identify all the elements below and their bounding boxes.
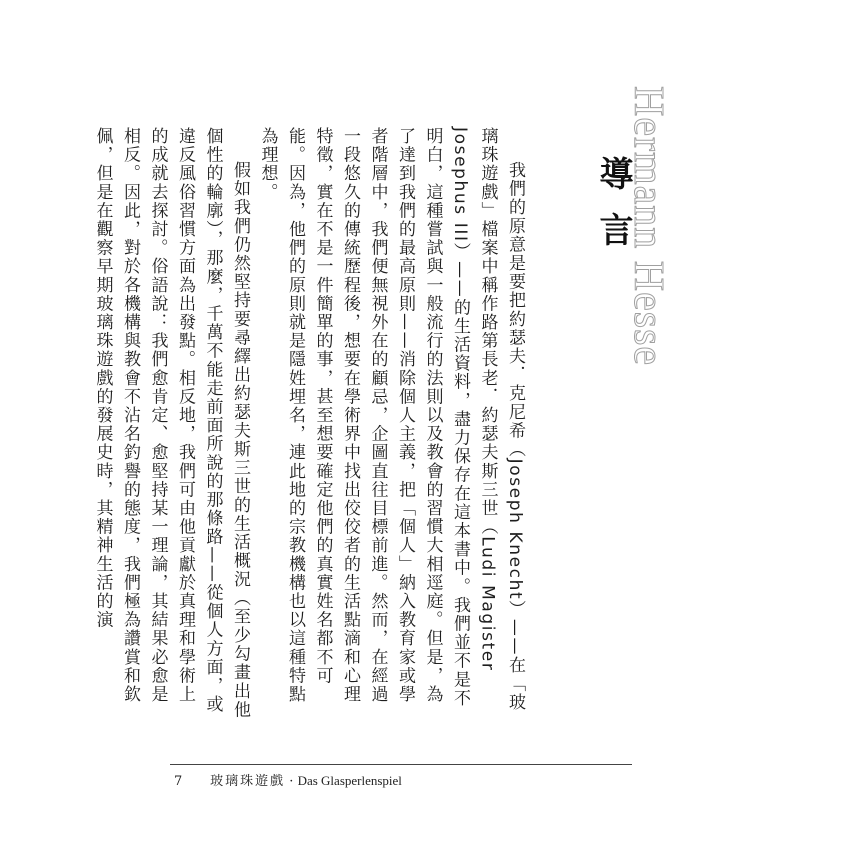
body-text — [92, 127, 528, 719]
book-subtitle: Das Glasperlenspiel — [297, 773, 402, 788]
book-title: 玻璃珠遊戲 — [210, 774, 286, 789]
page-number: 7 — [174, 774, 183, 789]
title-separator: · — [289, 774, 294, 789]
page-footer — [174, 770, 402, 789]
footer-divider — [170, 764, 632, 765]
paragraph: 我們的原意是要把約瑟夫．克尼希（Joseph Knecht）——在「玻璃珠遊戲」檔案中稱作路第長老．約瑟夫斯三世（Ludi Magister Josephus III）——的生活資料，盡力保存在這本書中。我們並不是不明白，這種嘗試與一般流行的法則以及教會的習慣大相逕庭。但是，為了達到我們的最高原則——消除個人主義，把「個人」納入教育家或學者階層中，我們便無視外在的顧忌，企圖直往目標前進。然而，在經過一段悠久的傳統歷程後，想要在學術界中找出佼佼者的生活點滴和心理特徵，實在不是一件簡單的事，甚至想要確定他們的真實姓名都不可能。因為，他們的原則就是隱姓埋名，連此地的宗教機構也以這種特點為理想。 — [257, 127, 525, 712]
chapter-title: 導言 — [593, 156, 633, 268]
author-name-watermark: Hermann Hesse — [625, 86, 671, 367]
paragraph: 假如我們仍然堅持要尋繹出約瑟夫斯三世的生活概況（至少勾畫出他個性的輪廓），那麼，千萬不能走前面所說的那條路——從個人方面，或違反風俗習慣方面為出發點。相反地，我們可由他貢獻於真理和學術上的成就去探討。俗語說：我們愈肯定、愈堅持某一理論，其結果必愈是相反。因此，對於各機構與教會不沾名釣譽的態度，我們極為讚賞和欽佩，但是在觀察早期玻璃珠遊戲的發展史時，其精神生活的演 — [92, 127, 250, 719]
